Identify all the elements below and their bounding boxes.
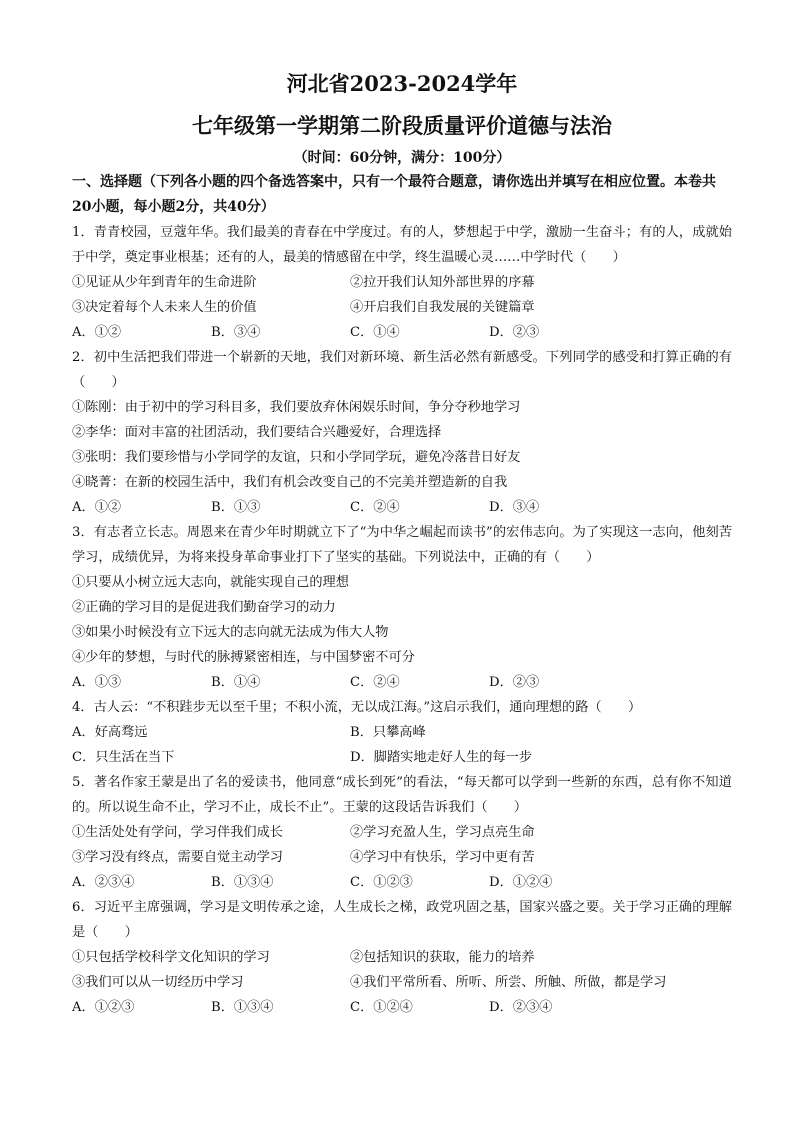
question-5 [72, 770, 732, 895]
option-row [72, 320, 732, 345]
statement: ②学习充盈人生，学习点亮生命 [350, 825, 535, 840]
option-a: A．好高骛远 [72, 725, 148, 740]
question-stem: 6．习近平主席强调，学习是文明传承之途，人生成长之梯，政党巩固之基，国家兴盛之要。关于学习正确的理解是（ ） [72, 900, 732, 940]
statement: ①陈刚：由于初中的学习科目多，我们要放弃休闲娱乐时间，争分夺秒地学习 [72, 400, 521, 415]
statement-row [72, 270, 732, 295]
question-2 [72, 345, 732, 520]
statement-row [72, 820, 732, 845]
option-a: A．①③ [72, 675, 122, 690]
statement: ④晓菁：在新的校园生活中，我们有机会改变自己的不完美并塑造新的自我 [72, 475, 508, 490]
option-b: B．只攀高峰 [350, 725, 426, 740]
question-1 [72, 220, 732, 345]
statement-row [72, 845, 732, 870]
exam-title-line2: 七年级第一学期第二阶段质量评价道德与法治 [192, 113, 612, 138]
question-stem: 4．古人云：“不积跬步无以至千里；不积小流，无以成江海。”这启示我们，通向理想的路（ ） [72, 700, 642, 715]
question-6 [72, 895, 732, 1020]
exam-title-line1: 河北省2023-2024学年 [286, 71, 518, 96]
statement: ④少年的梦想，与时代的脉搏紧密相连，与中国梦密不可分 [72, 650, 415, 665]
statement: ④学习中有快乐，学习中更有苦 [350, 850, 535, 865]
option-b: B．①③ [211, 500, 261, 515]
option-row [72, 745, 732, 770]
statement: ①只要从小树立远大志向，就能实现自己的理想 [72, 575, 349, 590]
option-c: C．①④ [350, 325, 400, 340]
statement: ②李华：面对丰富的社团活动，我们要结合兴趣爱好，合理选择 [72, 425, 442, 440]
option-c: C．②④ [350, 500, 400, 515]
question-stem: 3．有志者立长志。周恩来在青少年时期就立下了“为中华之崛起而读书”的宏伟志向。为了实现这一志向，他刻苦学习，成绩优异，为将来投身革命事业打下了坚实的基础。下列说法中，正确的有（ ） [72, 525, 732, 565]
option-b: B．①③④ [211, 1000, 274, 1015]
option-b: B．③④ [211, 325, 261, 340]
section-heading: 一、选择题（下列各小题的四个备选答案中，只有一个最符合题意，请你选出并填写在相应位置。本卷共20小题，每小题2分，共40分） [72, 174, 716, 215]
option-row [72, 495, 732, 520]
option-c: C．①②④ [350, 1000, 413, 1015]
option-b: B．①③④ [211, 875, 274, 890]
option-row [72, 870, 732, 895]
statement: ③如果小时候没有立下远大的志向就无法成为伟大人物 [72, 625, 389, 640]
question-stem: 5．著名作家王蒙是出了名的爱读书，他同意“成长到死”的看法，“每天都可以学到一些新的东西，总有你不知道的。所以说生命不止，学习不止，成长不止”。王蒙的这段话告诉我们（ ） [72, 775, 732, 815]
statement: ②正确的学习目的是促进我们勤奋学习的动力 [72, 600, 336, 615]
option-d: D．③④ [489, 500, 540, 515]
statement: ②包括知识的获取，能力的培养 [350, 950, 535, 965]
option-c: C．只生活在当下 [72, 750, 175, 765]
option-a: A．②③④ [72, 875, 135, 890]
option-row [72, 720, 732, 745]
statement: ①见证从少年到青年的生命进阶 [72, 275, 257, 290]
statement: ③学习没有终点，需要自觉主动学习 [72, 850, 283, 865]
option-d: D．②③④ [489, 1000, 553, 1015]
option-a: A．①②③ [72, 1000, 135, 1015]
option-d: D．脚踏实地走好人生的每一步 [350, 750, 533, 765]
time-and-score-note: （时间：60分钟，满分：100分） [293, 150, 511, 166]
question-stem: 1．青青校园，豆蔻年华。我们最美的青春在中学度过。有的人，梦想起于中学，激励一生奋斗；有的人，成就始于中学，奠定事业根基；还有的人，最美的情感留在中学，终生温暖心灵……中学时代（ ） [72, 225, 732, 265]
option-d: D．①②④ [489, 875, 553, 890]
option-d: D．②③ [489, 675, 540, 690]
option-row [72, 670, 732, 695]
statement: ③决定着每个人未来人生的价值 [72, 300, 257, 315]
question-stem: 2．初中生活把我们带进一个崭新的天地，我们对新环境、新生活必然有新感受。下列同学的感受和打算正确的有（ ） [72, 350, 732, 390]
question-3 [72, 520, 732, 695]
option-row [72, 995, 732, 1020]
exam-page [72, 66, 732, 1020]
statement: ③张明：我们要珍惜与小学同学的友谊，只和小学同学玩，避免冷落昔日好友 [72, 450, 521, 465]
option-a: A．①② [72, 325, 122, 340]
statement: ④我们平常所看、所听、所尝、所触、所做，都是学习 [350, 975, 667, 990]
statement: ④开启我们自我发展的关键篇章 [350, 300, 535, 315]
question-4 [72, 695, 732, 770]
option-a: A．①② [72, 500, 122, 515]
statement-row [72, 945, 732, 970]
statement-row [72, 970, 732, 995]
statement-row [72, 295, 732, 320]
statement: ①生活处处有学问，学习伴我们成长 [72, 825, 283, 840]
option-b: B．①④ [211, 675, 261, 690]
option-c: C．①②③ [350, 875, 413, 890]
option-d: D．②③ [489, 325, 540, 340]
statement: ②拉开我们认知外部世界的序幕 [350, 275, 535, 290]
option-c: C．②④ [350, 675, 400, 690]
statement: ③我们可以从一切经历中学习 [72, 975, 244, 990]
statement: ①只包括学校科学文化知识的学习 [72, 950, 270, 965]
